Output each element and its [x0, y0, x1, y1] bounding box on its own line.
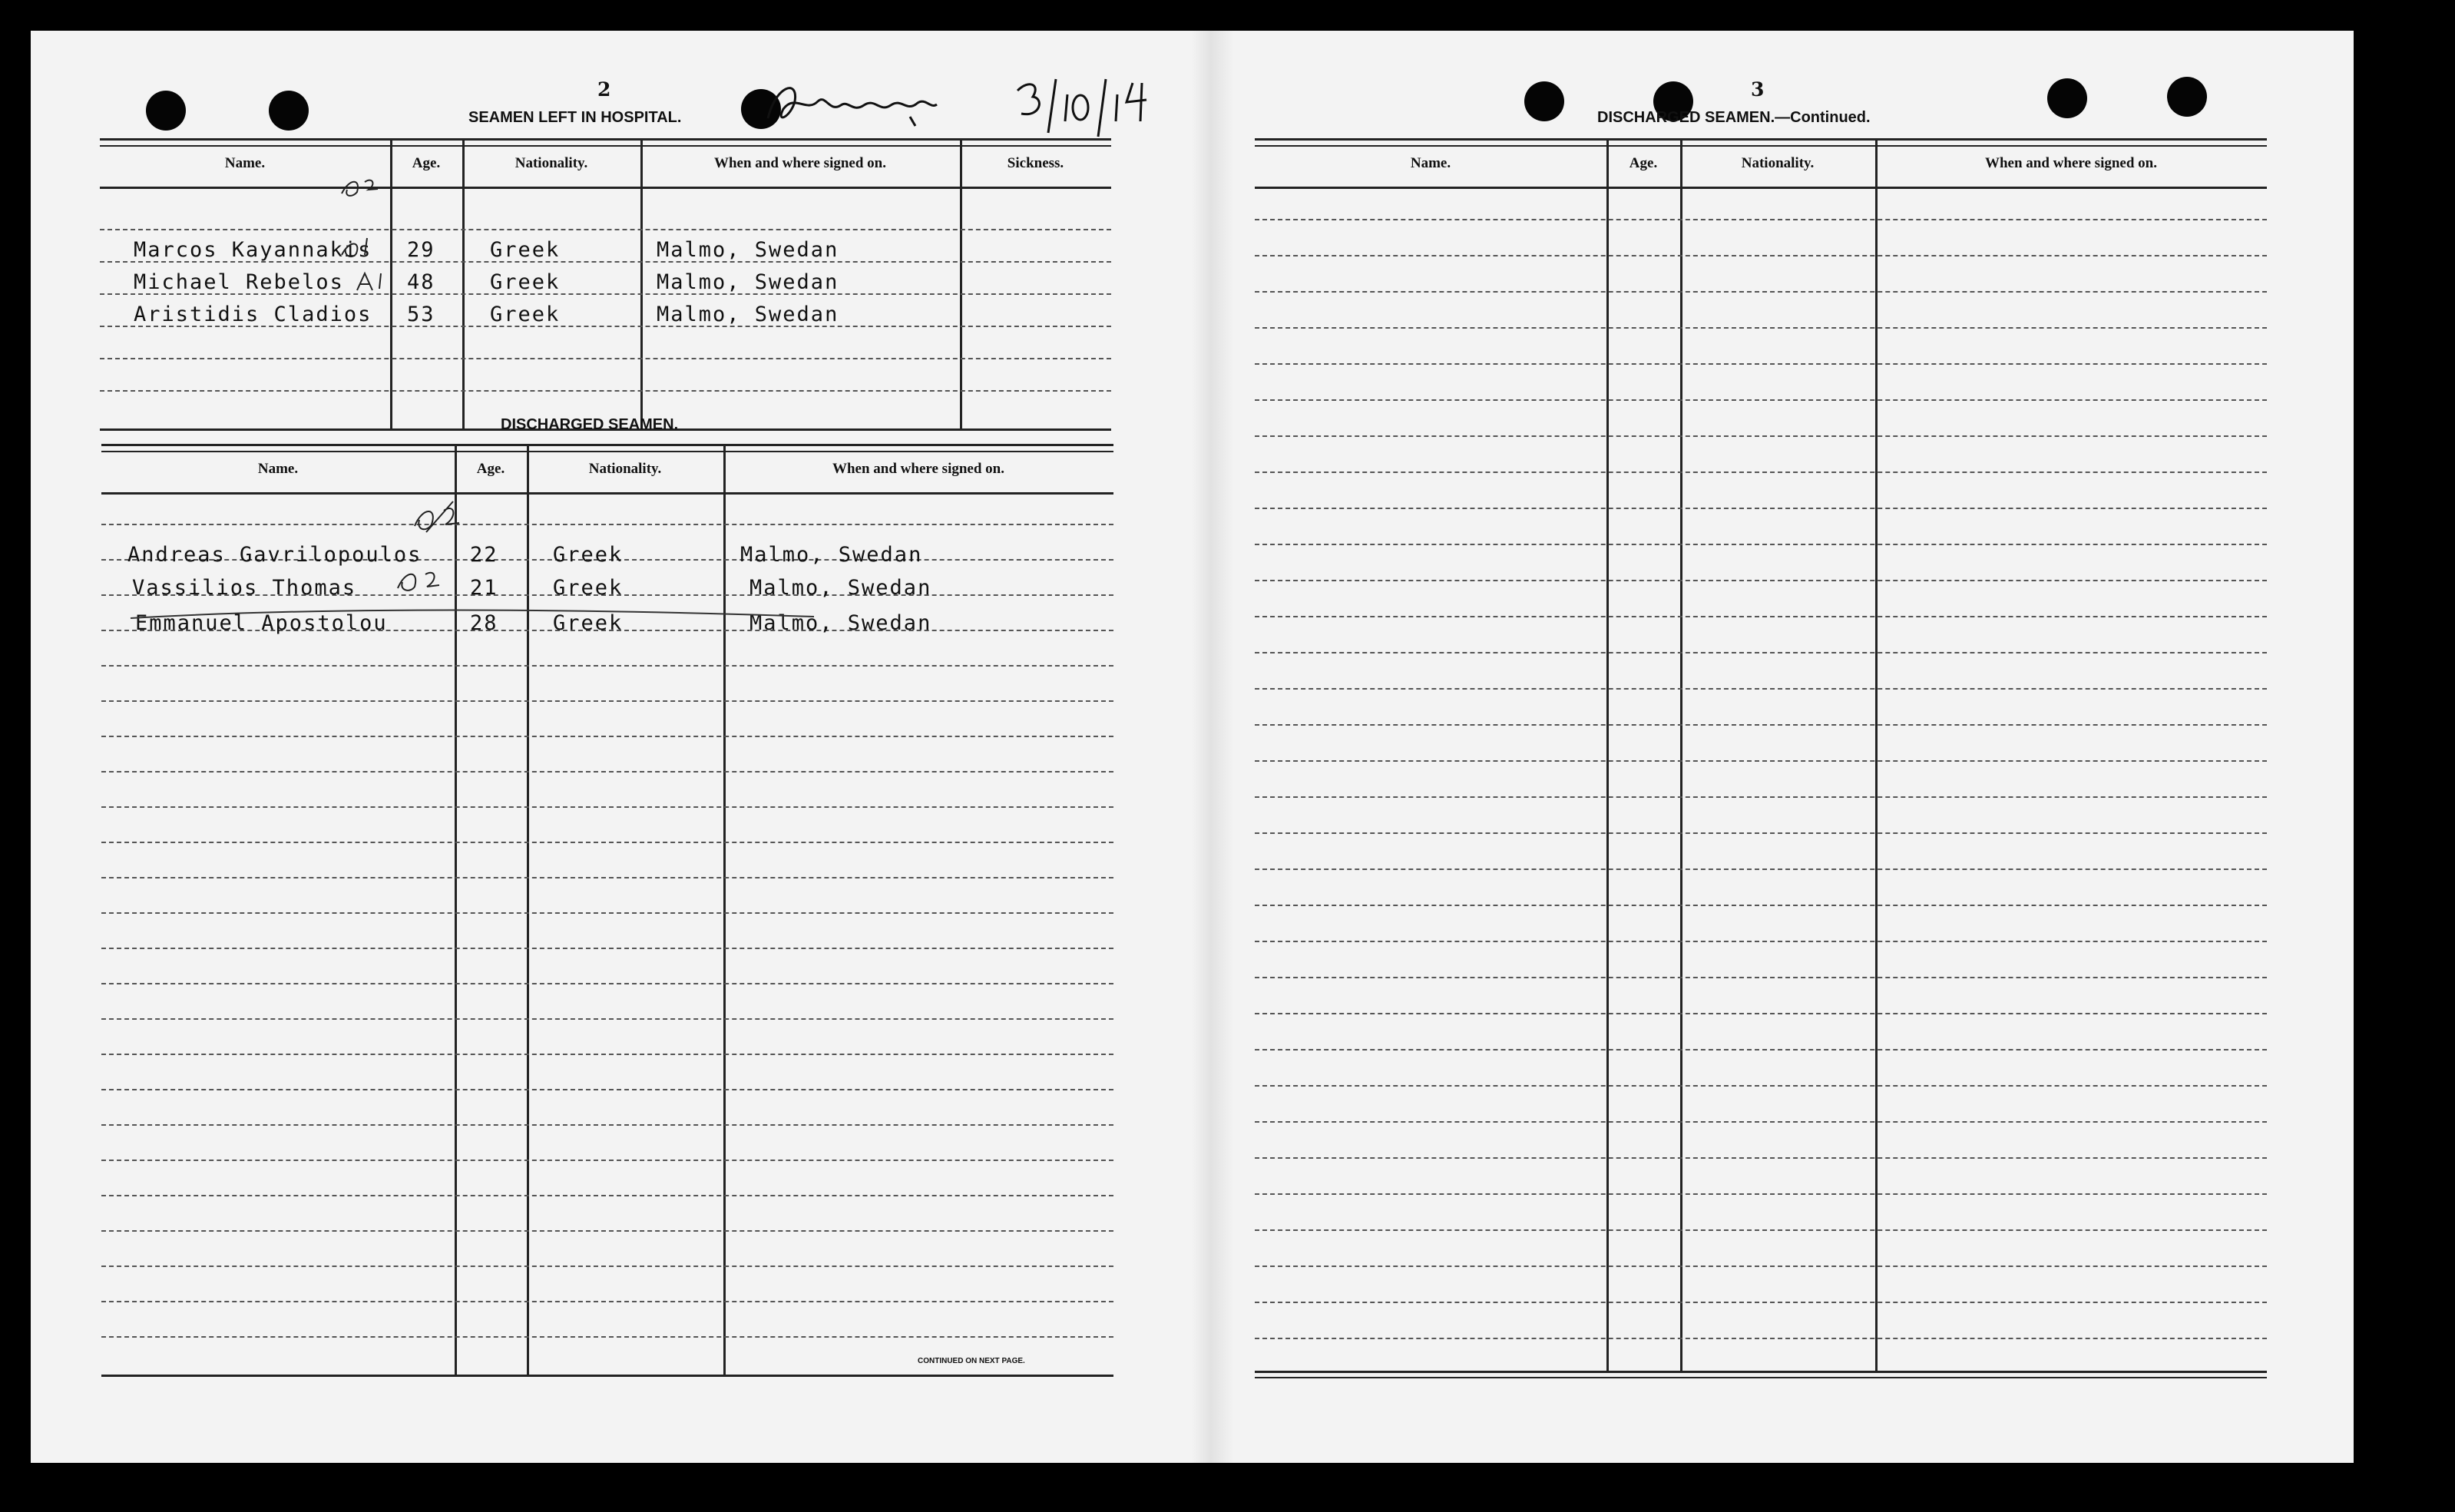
- header-name: Name.: [257, 461, 299, 477]
- hospital-row-1-nationality: Greek: [490, 238, 561, 262]
- discharged-row-2-name: Vassilios Thomas: [132, 576, 357, 600]
- punch-hole: [1524, 81, 1564, 121]
- discharged-row-2-nationality: Greek: [553, 576, 624, 600]
- discharged-row-3-signed-on: Malmo, Swedan: [749, 611, 932, 635]
- header-sickness: Sickness.: [1007, 155, 1064, 171]
- header-nationality: Nationality.: [1741, 155, 1815, 171]
- header-age: Age.: [476, 461, 505, 477]
- page-number-left: 2: [597, 78, 611, 101]
- table-header: [101, 444, 1113, 495]
- hospital-row-1-name: Marcos Kayannakis: [134, 238, 372, 262]
- header-nationality: Nationality.: [514, 155, 588, 171]
- hospital-row-2-signed-on: Malmo, Swedan: [657, 270, 839, 294]
- section-title-discharged: DISCHARGED SEAMEN.: [501, 416, 679, 433]
- hospital-row-3-age: 53: [407, 303, 435, 326]
- hospital-table: [100, 138, 1111, 430]
- handwritten-mark: [338, 170, 384, 201]
- header-name: Name.: [224, 155, 266, 171]
- handwritten-mark: [338, 232, 376, 263]
- discharged-row-1-name: Andreas Gavrilopoulos: [127, 543, 422, 567]
- punch-hole: [2047, 78, 2087, 118]
- discharged-row-3-name: Emmanuel Apostolou: [135, 611, 388, 635]
- punch-hole: [269, 91, 309, 131]
- discharged-row-1-nationality: Greek: [553, 543, 624, 567]
- discharged-continued-table: [1255, 138, 2267, 1382]
- header-signed-on: When and where signed on.: [1984, 155, 2157, 171]
- hospital-row-3-name: Aristidis Cladios: [134, 303, 372, 326]
- hospital-row-3-nationality: Greek: [490, 303, 561, 326]
- header-signed-on: When and where signed on.: [713, 155, 886, 171]
- punch-hole: [146, 91, 186, 131]
- section-title-discharged-continued: DISCHARGED SEAMEN.—Continued.: [1597, 109, 1871, 126]
- strike-through-line: [131, 603, 822, 626]
- discharged-row-3-nationality: Greek: [553, 611, 624, 635]
- discharged-row-2-age: 21: [470, 576, 498, 600]
- handwritten-signature: [753, 71, 952, 140]
- hospital-row-1-signed-on: Malmo, Swedan: [657, 238, 839, 262]
- discharged-row-1-age: 22: [470, 543, 498, 567]
- hospital-row-2-nationality: Greek: [490, 270, 561, 294]
- discharged-table: [101, 444, 1113, 1377]
- handwritten-mark: [407, 495, 468, 541]
- hospital-row-2-name: Michael Rebelos: [134, 270, 344, 294]
- handwritten-mark: [392, 559, 445, 597]
- header-age: Age.: [1629, 155, 1658, 171]
- header-age: Age.: [412, 155, 441, 171]
- hospital-row-3-signed-on: Malmo, Swedan: [657, 303, 839, 326]
- continued-note: CONTINUED ON NEXT PAGE.: [918, 1357, 1025, 1365]
- handwritten-mark: [353, 267, 392, 298]
- section-title-hospital: SEAMEN LEFT IN HOSPITAL.: [468, 109, 682, 126]
- header-signed-on: When and where signed on.: [832, 461, 1004, 477]
- discharged-row-3-age: 28: [470, 611, 498, 635]
- page-gutter: [1192, 31, 1234, 1463]
- header-name: Name.: [1410, 155, 1451, 171]
- page-number-right: 3: [1751, 78, 1765, 101]
- manifest-spread: [31, 31, 2354, 1463]
- hospital-row-1-age: 29: [407, 238, 435, 262]
- hospital-row-2-age: 48: [407, 270, 435, 294]
- header-nationality: Nationality.: [588, 461, 662, 477]
- punch-hole: [2167, 77, 2207, 117]
- handwritten-date: [1010, 68, 1186, 152]
- table-header: [1255, 138, 2267, 189]
- discharged-row-2-signed-on: Malmo, Swedan: [749, 576, 932, 600]
- discharged-row-1-signed-on: Malmo, Swedan: [740, 543, 923, 567]
